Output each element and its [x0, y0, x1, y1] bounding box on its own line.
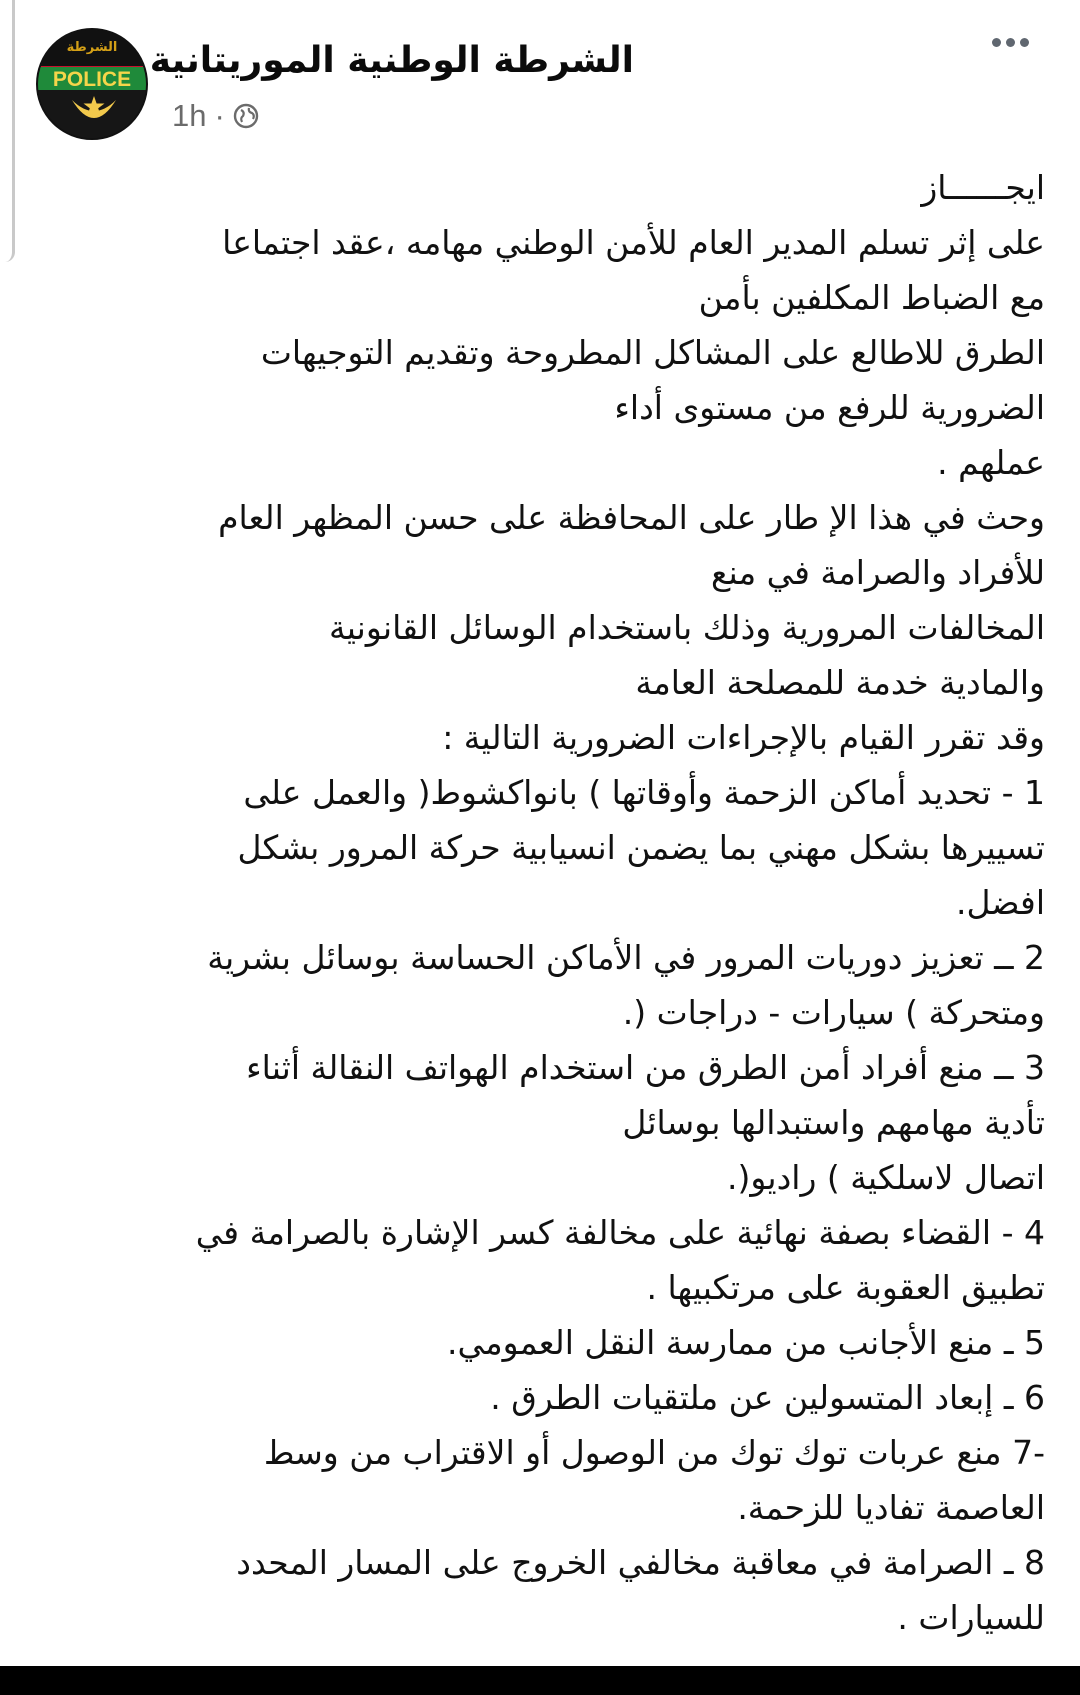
- bottom-system-bar: [0, 1666, 1080, 1695]
- post-line: ايجــــــاز: [921, 168, 1045, 207]
- post-line: عملهم .: [937, 443, 1045, 482]
- post-meta: [172, 98, 259, 134]
- post-line: على إثر تسلم المدير العام للأمن الوطني مهامه ،عقد اجتماعا: [222, 223, 1045, 262]
- avatar-badge: [38, 67, 146, 91]
- post-line: تطبيق العقوبة على مرتكبيها .: [646, 1268, 1045, 1307]
- post-line: 2 ــ تعزيز دوريات المرور في الأماكن الحساسة بوسائل بشرية: [207, 938, 1045, 977]
- post-line: 1 - تحديد أماكن الزحمة وأوقاتها ) بانواكشوط( والعمل على: [243, 773, 1045, 812]
- post-line: 4 - القضاء بصفة نهائية على مخالفة كسر الإشارة بالصرامة في: [195, 1213, 1045, 1252]
- ellipsis-dot: [1006, 38, 1015, 47]
- post-line: وقد تقرر القيام بالإجراءات الضرورية التالية :: [442, 718, 1045, 757]
- post-line: 5 ـ منع الأجانب من ممارسة النقل العمومي.: [446, 1323, 1045, 1362]
- post-line: -7 منع عربات توك توك من الوصول أو الاقتراب من وسط: [263, 1433, 1045, 1472]
- post-line: للأفراد والصرامة في منع: [710, 553, 1045, 592]
- ellipsis-dot: [1020, 38, 1029, 47]
- post-line: تسييرها بشكل مهني بما يضمن انسيابية حركة المرور بشكل: [237, 828, 1045, 867]
- post-line: 6 ـ إبعاد المتسولين عن ملتقيات الطرق .: [490, 1378, 1045, 1417]
- post-line: اتصال لاسلكية ) راديو(.: [726, 1158, 1045, 1197]
- post-line: والمادية خدمة للمصلحة العامة: [635, 663, 1045, 702]
- page-name[interactable]: الشرطة الوطنية الموريتانية: [149, 40, 634, 81]
- post-line: المخالفات المرورية وذلك باستخدام الوسائل القانونية: [329, 608, 1045, 647]
- ellipsis-dot: [992, 38, 1001, 47]
- post-line: العاصمة تفاديا للزحمة.: [737, 1488, 1045, 1527]
- previous-card-edge: [0, 0, 15, 262]
- post-line: تأدية مهامهم واستبدالها بوسائل: [622, 1103, 1045, 1142]
- post-line: للسيارات .: [897, 1598, 1045, 1637]
- crescent-star-icon: [68, 94, 120, 134]
- post-line: الضرورية للرفع من مستوى أداء: [614, 388, 1045, 427]
- post-line: وحث في هذا الإ طار على المحافظة على حسن المظهر العام: [218, 498, 1045, 537]
- page-avatar[interactable]: [36, 28, 148, 140]
- globe-icon: [233, 103, 259, 129]
- meta-separator: ·: [214, 98, 225, 133]
- post-line: 8 ـ الصرامة في معاقبة مخالفي الخروج على المسار المحدد: [236, 1543, 1045, 1582]
- avatar-badge-text: POLICE: [52, 67, 132, 91]
- post-text: [40, 160, 1045, 1645]
- avatar-top-band: [38, 30, 146, 67]
- post-line: افضل.: [955, 883, 1045, 922]
- more-options-icon[interactable]: [992, 38, 1029, 47]
- post-line: الطرق للاطالع على المشاكل المطروحة وتقديم التوجيهات: [260, 333, 1045, 372]
- post-line: ومتحركة ) سيارات - دراجات (.: [622, 993, 1045, 1032]
- post-line: مع الضباط المكلفين بأمن: [698, 278, 1045, 317]
- post-line: 3 ــ منع أفراد أمن الطرق من استخدام الهواتف النقالة أثناء: [246, 1048, 1045, 1087]
- post-timestamp[interactable]: 1h: [172, 98, 207, 133]
- avatar-top-text: الشرطة: [66, 40, 118, 55]
